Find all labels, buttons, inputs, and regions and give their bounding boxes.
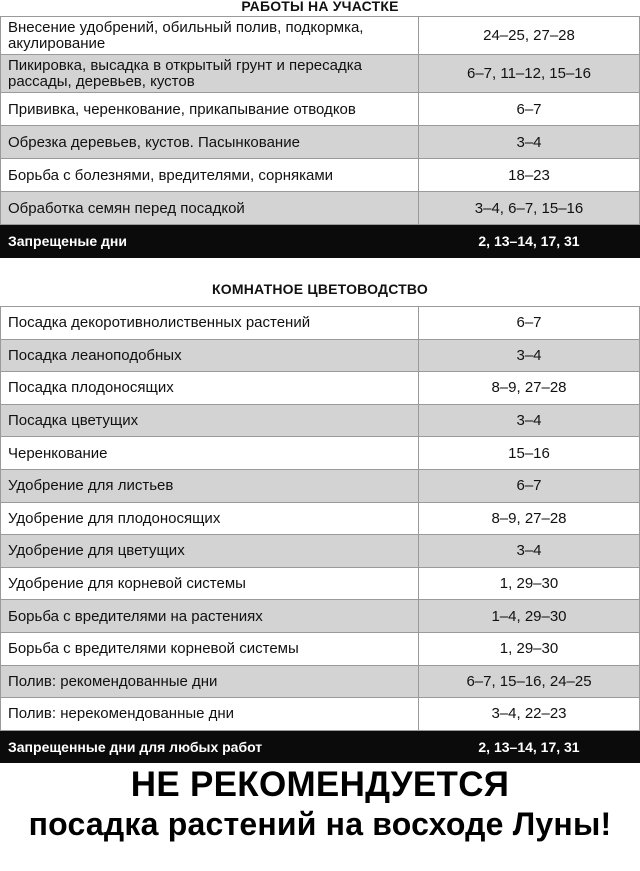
days-cell: 1, 29–30: [419, 567, 640, 600]
forbidden-days-row: [1, 730, 640, 763]
days-cell: 3–4: [419, 126, 640, 159]
task-cell: Черенкование: [1, 437, 419, 470]
days-cell: 6–7: [419, 307, 640, 340]
table-row: [1, 698, 640, 731]
warning-subline: посадка растений на восходе Луны!: [28, 806, 612, 843]
task-cell: Обработка семян перед посадкой: [1, 192, 419, 225]
days-cell: 24–25, 27–28: [419, 17, 640, 55]
table-row: [1, 404, 640, 437]
task-cell: Полив: рекомендованные дни: [1, 665, 419, 698]
task-cell: Посадка цветущих: [1, 404, 419, 437]
task-cell: Удобрение для корневой системы: [1, 567, 419, 600]
days-cell: 1–4, 29–30: [419, 600, 640, 633]
task-cell: Пикировка, высадка в открытый грунт и пересадка рассады, деревьев, кустов: [1, 55, 419, 93]
table-row: [1, 372, 640, 405]
indoor-floriculture-table: [0, 306, 640, 763]
task-cell: Полив: нерекомендованные дни: [1, 698, 419, 731]
days-cell: 6–7, 15–16, 24–25: [419, 665, 640, 698]
table-row: [1, 93, 640, 126]
task-cell: Удобрение для плодоносящих: [1, 502, 419, 535]
forbidden-days-row: [1, 225, 640, 258]
days-cell: 3–4: [419, 339, 640, 372]
days-cell: 18–23: [419, 159, 640, 192]
table-row: [1, 192, 640, 225]
task-cell: Посадка декоротивнолиственных растений: [1, 307, 419, 340]
table-row: [1, 307, 640, 340]
table-row: [1, 339, 640, 372]
days-cell: 3–4, 6–7, 15–16: [419, 192, 640, 225]
days-cell: 6–7: [419, 469, 640, 502]
task-cell: Борьба с вредителями на растениях: [1, 600, 419, 633]
table-row: [1, 437, 640, 470]
task-cell: Запрещеные дни: [1, 225, 419, 258]
task-cell: Удобрение для цветущих: [1, 535, 419, 568]
table-row: [1, 17, 640, 55]
days-cell: 3–4, 22–23: [419, 698, 640, 731]
task-cell: Посадка плодоносящих: [1, 372, 419, 405]
table-row: [1, 665, 640, 698]
days-cell: 3–4: [419, 404, 640, 437]
days-cell: 2, 13–14, 17, 31: [419, 730, 640, 763]
days-cell: 1, 29–30: [419, 632, 640, 665]
task-cell: Посадка леаноподобных: [1, 339, 419, 372]
task-cell: Запрещенные дни для любых работ: [1, 730, 419, 763]
table-row: [1, 567, 640, 600]
warning-headline: НЕ РЕКОМЕНДУЕТСЯ: [130, 765, 510, 805]
days-cell: 8–9, 27–28: [419, 502, 640, 535]
table-row: [1, 535, 640, 568]
days-cell: 2, 13–14, 17, 31: [419, 225, 640, 258]
table-row: [1, 600, 640, 633]
days-cell: 6–7: [419, 93, 640, 126]
section-title-indoor: КОМНАТНОЕ ЦВЕТОВОДСТВО: [212, 281, 428, 297]
garden-work-table: [0, 16, 640, 258]
task-cell: Обрезка деревьев, кустов. Пасынкование: [1, 126, 419, 159]
table-row: [1, 469, 640, 502]
days-cell: 15–16: [419, 437, 640, 470]
table-row: [1, 502, 640, 535]
table-row: [1, 632, 640, 665]
days-cell: 3–4: [419, 535, 640, 568]
task-cell: Внесение удобрений, обильный полив, подкормка, акулирование: [1, 17, 419, 55]
task-cell: Борьба с вредителями корневой системы: [1, 632, 419, 665]
task-cell: Прививка, черенкование, прикапывание отводков: [1, 93, 419, 126]
table-row: [1, 55, 640, 93]
days-cell: 6–7, 11–12, 15–16: [419, 55, 640, 93]
table-row: [1, 126, 640, 159]
task-cell: Борьба с болезнями, вредителями, сорняками: [1, 159, 419, 192]
days-cell: 8–9, 27–28: [419, 372, 640, 405]
section-title-garden: РАБОТЫ НА УЧАСТКЕ: [241, 0, 399, 14]
task-cell: Удобрение для листьев: [1, 469, 419, 502]
table-row: [1, 159, 640, 192]
